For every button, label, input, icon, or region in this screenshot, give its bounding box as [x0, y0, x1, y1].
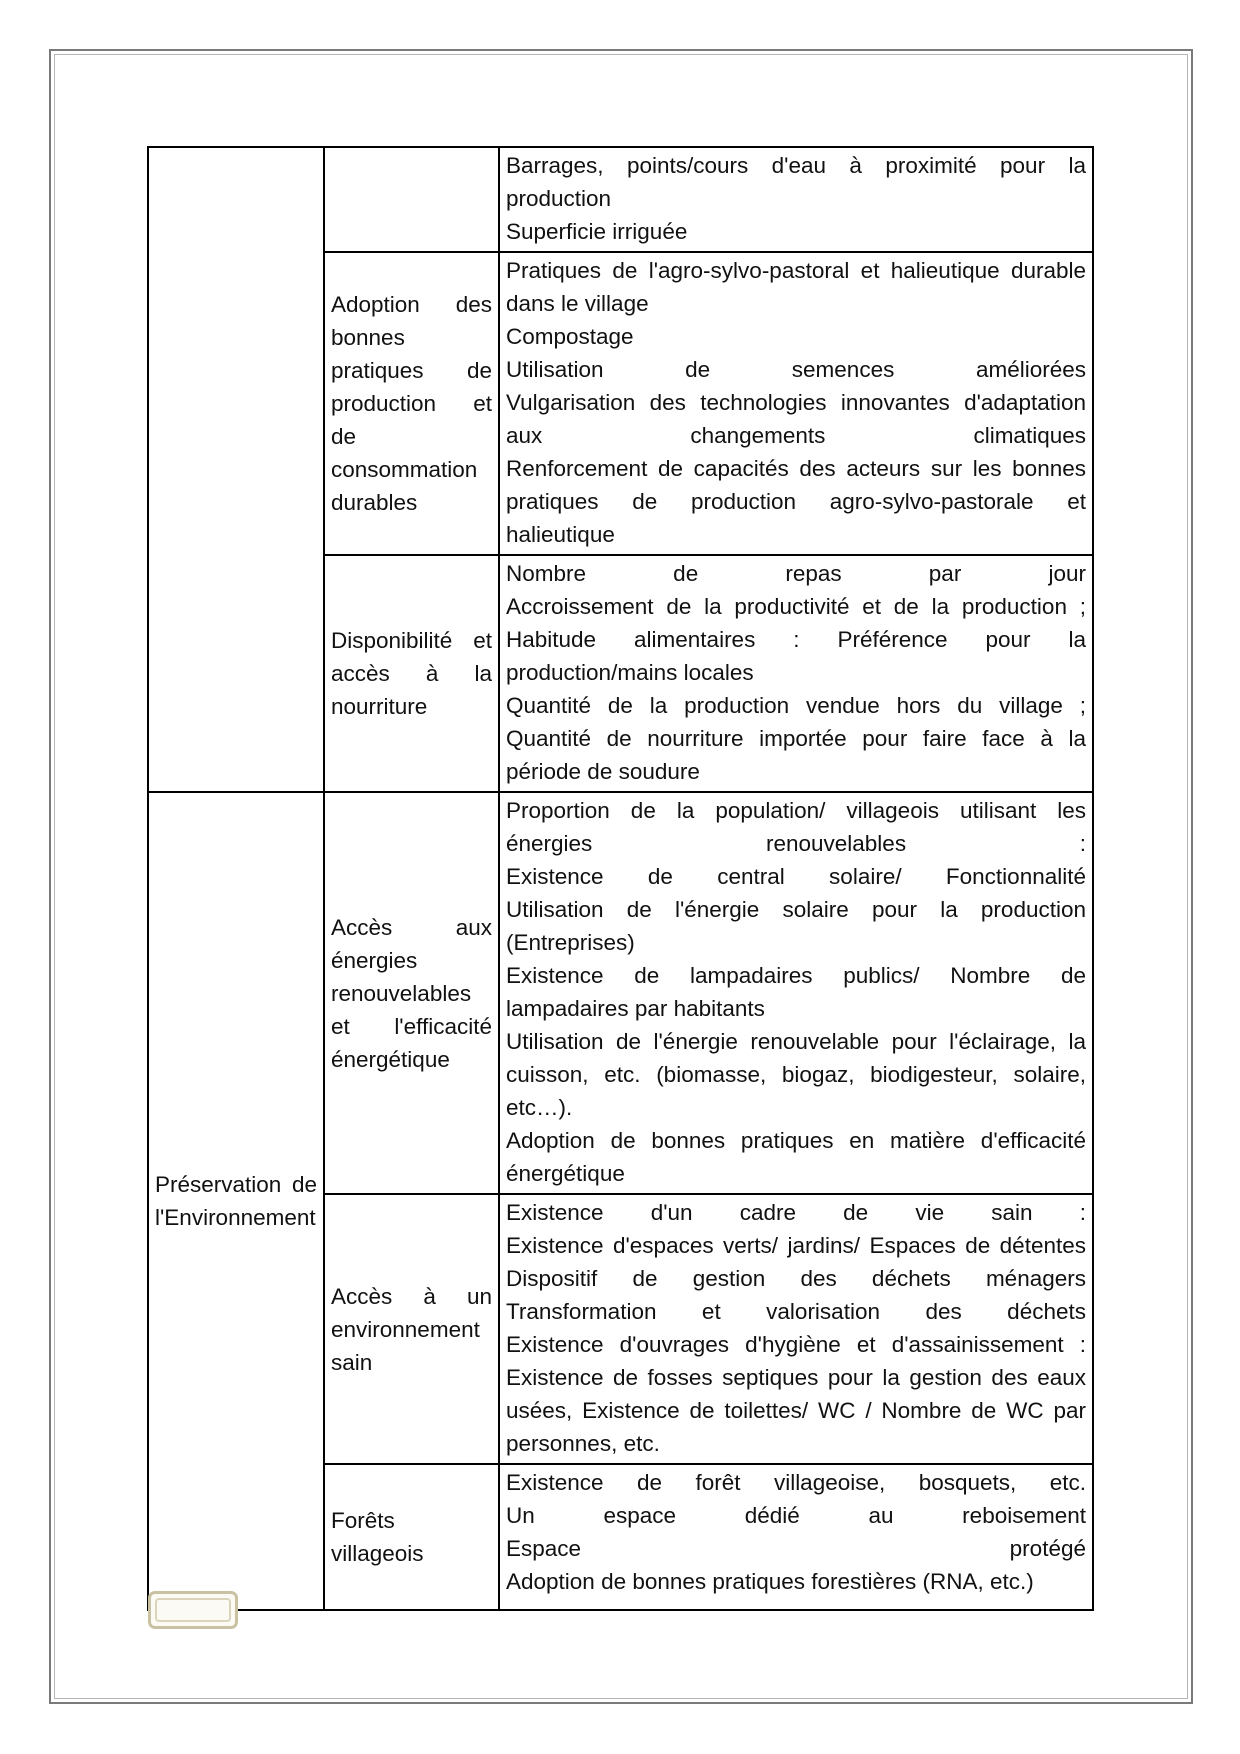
indicator-text: Existence d'un cadre de vie sain : — [506, 1200, 1086, 1225]
indicator-text: Utilisation de l'énergie solaire pour la production (Entreprises) — [506, 897, 1086, 955]
subtopic-cell: Accès aux énergies renouvelables et l'efficacité énergétique — [324, 792, 499, 1194]
indicator-text: Accroissement de la productivité et de la production ; — [506, 594, 1086, 619]
indicators-cell — [499, 1194, 1093, 1464]
indicator-text: Utilisation de semences améliorées — [506, 357, 1086, 382]
indicator-text: Adoption de bonnes pratiques en matière d'efficacité énergétique — [506, 1128, 1086, 1186]
indicators-cell — [499, 252, 1093, 555]
indicator-text: Renforcement de capacités des acteurs sur les bonnes pratiques de production agro-sylvo-pastorale et halieutique — [506, 456, 1086, 547]
indicator-text: Espace protégé — [506, 1536, 1086, 1561]
indicators-cell — [499, 1464, 1093, 1610]
indicator-text: Existence de central solaire/ Fonctionnalité — [506, 864, 1086, 889]
table-row — [148, 792, 1093, 1194]
indicator-text: Transformation et valorisation des déchets — [506, 1299, 1086, 1324]
indicator-text: Proportion de la population/ villageois utilisant les énergies renouvelables : — [506, 798, 1086, 856]
indicator-text: Quantité de nourriture importée pour faire face à la période de soudure — [506, 726, 1086, 784]
indicator-text: Habitude alimentaires : Préférence pour la production/mains locales — [506, 627, 1086, 685]
indicators-table — [147, 146, 1094, 1611]
indicator-text: Compostage — [506, 324, 634, 349]
indicator-text: Existence de lampadaires publics/ Nombre de lampadaires par habitants — [506, 963, 1086, 1021]
indicator-text: Pratiques de l'agro-sylvo-pastoral et halieutique durable dans le village — [506, 258, 1086, 316]
indicator-text: Nombre de repas par jour — [506, 561, 1086, 586]
indicators-cell — [499, 147, 1093, 252]
indicator-text: Quantité de la production vendue hors du village ; — [506, 693, 1086, 718]
indicator-text: Barrages, points/cours d'eau à proximité pour la production — [506, 153, 1086, 211]
topic-cell: Préservation de l'Environnement — [148, 792, 324, 1610]
indicator-text: Existence d'espaces verts/ jardins/ Espaces de détentes — [506, 1233, 1086, 1258]
topic-cell — [148, 147, 324, 792]
indicator-text: Vulgarisation des technologies innovantes d'adaptation aux changements climatiques — [506, 390, 1086, 448]
subtopic-cell — [324, 147, 499, 252]
subtopic-cell: Accès à un environnement sain — [324, 1194, 499, 1464]
indicator-text: Superficie irriguée — [506, 219, 688, 244]
indicators-cell — [499, 555, 1093, 792]
indicator-text: Existence d'ouvrages d'hygiène et d'assainissement : Existence de fosses septiques pour la gestion des eaux usées, Existence de toilettes/ WC / Nombre de WC par personnes, etc. — [506, 1332, 1086, 1456]
subtopic-cell: Adoption des bonnes pratiques de production et de consommation durables — [324, 252, 499, 555]
indicator-text: Un espace dédié au reboisement — [506, 1503, 1086, 1528]
indicator-text: Dispositif de gestion des déchets ménagers — [506, 1266, 1086, 1291]
indicators-cell — [499, 792, 1093, 1194]
indicator-text: Adoption de bonnes pratiques forestières (RNA, etc.) — [506, 1569, 1034, 1594]
indicator-text: Existence de forêt villageoise, bosquets, etc. — [506, 1470, 1086, 1495]
subtopic-cell: Disponibilité et accès à la nourriture — [324, 555, 499, 792]
subtopic-cell: Forêts villageois — [324, 1464, 499, 1610]
indicator-text: Utilisation de l'énergie renouvelable pour l'éclairage, la cuisson, etc. (biomasse, biogaz, biodigesteur, solaire, etc…). — [506, 1029, 1086, 1120]
table-row — [148, 147, 1093, 252]
page-number-box — [148, 1591, 238, 1629]
